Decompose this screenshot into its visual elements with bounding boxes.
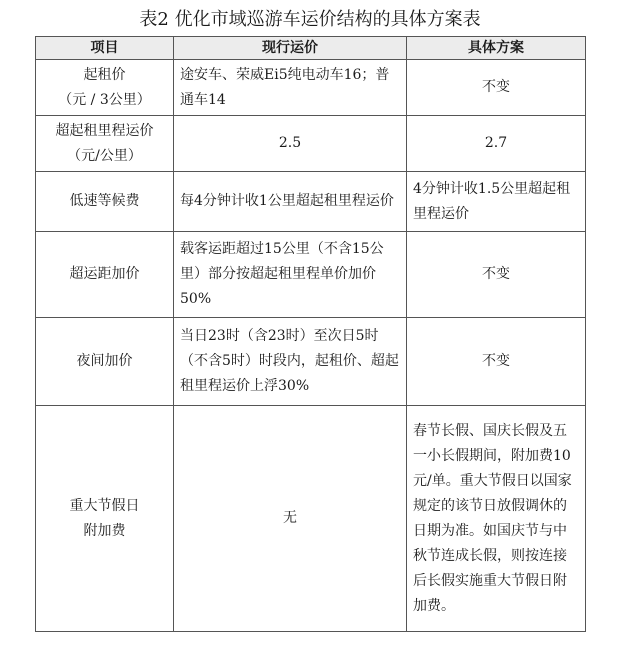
row-item: 夜间加价: [36, 318, 174, 406]
row-item-text: 起租价 （元 / 3公里）: [58, 66, 151, 108]
row-item: [36, 406, 174, 632]
row-plan: 春节长假、国庆长假及五一小长假期间，附加费10元/单。重大节假日以国家规定的该节日放假调休的日期为准。如国庆节与中秋节连成长假，则按连接后长假实施重大节假日附加费。: [407, 406, 586, 632]
table-row: [36, 116, 586, 172]
header-row: [36, 37, 586, 60]
row-plan: 不变: [407, 318, 586, 406]
table-row: [36, 232, 586, 318]
fare-structure-table: [35, 36, 586, 632]
row-item: 超运距加价: [36, 232, 174, 318]
row-current: 载客运距超过15公里（不含15公里）部分按超起租里程单价加价50%: [174, 232, 407, 318]
row-current: 途安车、荣威Ei5纯电动车16；普通车14: [174, 60, 407, 116]
row-current: 2.5: [174, 116, 407, 172]
table-row: [36, 406, 586, 632]
table-title: 表2 优化市域巡游车运价结构的具体方案表: [139, 9, 481, 30]
row-item-text: 超起租里程运价 （元/公里）: [55, 122, 154, 164]
table-row: [36, 318, 586, 406]
row-item: 低速等候费: [36, 172, 174, 232]
row-current: 无: [174, 406, 407, 632]
header-current-fare: 现行运价: [174, 37, 407, 60]
table-row: [36, 172, 586, 232]
row-item: [36, 116, 174, 172]
row-current: 当日23时（含23时）至次日5时（不含5时）时段内，起租价、超起租里程运价上浮30%: [174, 318, 407, 406]
row-current: 每4分钟计收1公里超起租里程运价: [174, 172, 407, 232]
header-plan: 具体方案: [407, 37, 586, 60]
header-item: 项目: [36, 37, 174, 60]
row-plan: 4分钟计收1.5公里超起租里程运价: [407, 172, 586, 232]
row-plan: 不变: [407, 60, 586, 116]
table-row: [36, 60, 586, 116]
row-plan: 2.7: [407, 116, 586, 172]
row-plan: 不变: [407, 232, 586, 318]
row-item-text: 重大节假日 附加费: [69, 497, 140, 539]
row-item: [36, 60, 174, 116]
